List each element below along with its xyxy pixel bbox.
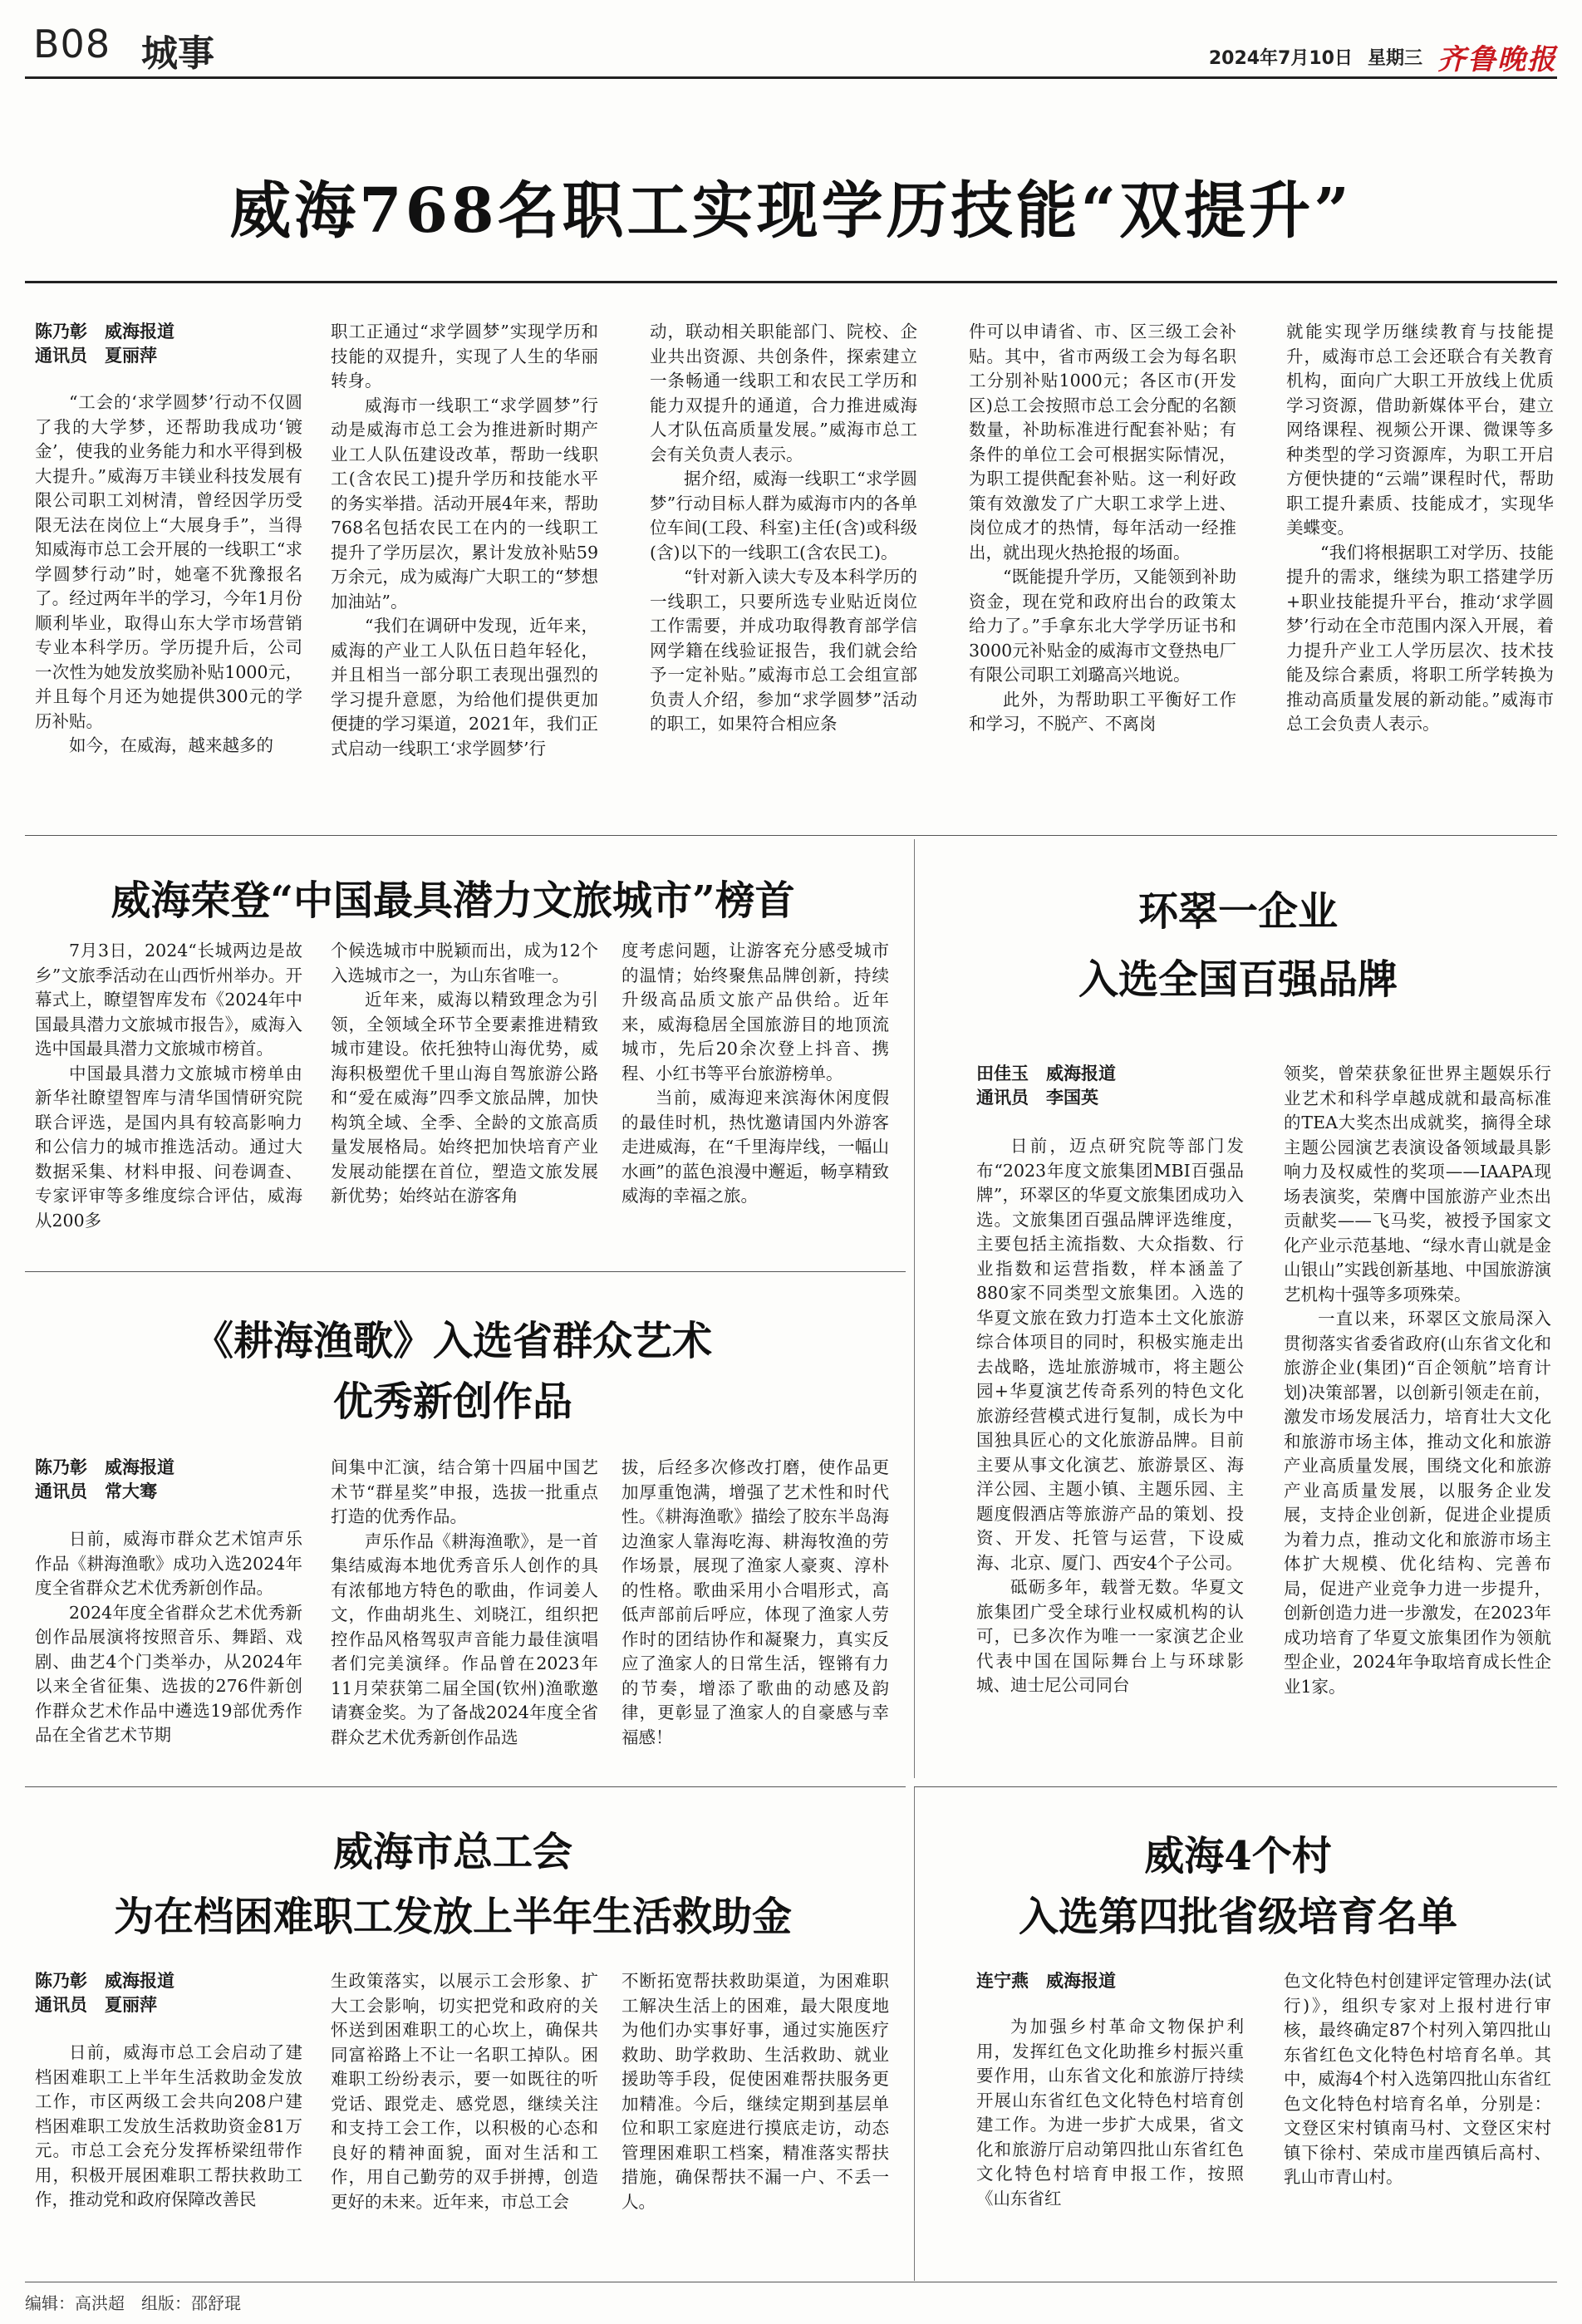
a1-paragraph: 动，联动相关职能部门、院校、企业共出资源、共创条件，探索建立一条畅通一线职工和农民工学历和能力双提升的通道，合力推进威海人才队伍高质量发展。”威海市总工会有关负责人表示。: [650, 322, 917, 464]
a1-col-4: [969, 320, 1236, 823]
a5-col-2: [331, 1969, 598, 2277]
a1-paragraph: 此外，为帮助职工平衡好工作和学习，不脱产、不离岗: [969, 689, 1236, 734]
a1-correspondent: 通讯员 夏丽萍: [35, 346, 157, 366]
a3-paragraph: 声乐作品《耕海渔歌》，是一首集结威海本地优秀音乐人创作的具有浓郁地方特色的歌曲，作词姜人文，作曲胡兆生、刘晓江，组织把控作品风格驾驭声音能力最佳演唱者们完美演绎。作品曾在2023年11月荣获第二届全国(钦州)渔歌邀请赛金奖。为了备战2024年度全省群众艺术优秀新创作品选: [331, 1530, 598, 1747]
a1-bottom-rule: [25, 835, 1557, 836]
a3-col-1: [35, 1527, 302, 1776]
a5-reporter: 陈乃彰 威海报道: [35, 1971, 174, 1991]
a1-paragraph: “我们将根据职工对学历、技能提升的需求，继续为职工搭建学历+职业技能提升平台，推动‘求学圆梦’行动在全市范围内深入开展，着力提升产业工人学历层次、技术技能及综合素质，将职工所学转换为推动高质量发展的新动能。”威海市总工会负责人表示。: [1286, 542, 1554, 734]
a6-headline-1: 威海4个村: [1144, 1833, 1332, 1879]
a4-paragraph: 领奖，曾荣获象征世界主题娱乐行业艺术和科学卓越成就和最高标准的TEA大奖杰出成就奖，摘得全球主题公园演艺表演设备领域最具影响力及权威性的奖项——IAAPA现场表演奖，荣膺中国旅游产业杰出贡献奖——飞马奖，被授予国家文化产业示范基地、“绿水青山就是金山银山”实践创新基地、中国旅游演艺机构十强等多项殊荣。: [1284, 1064, 1551, 1304]
a3-paragraph: 间集中汇演，结合第十四届中国艺术节“群星奖”申报，选拔一批重点打造的优秀作品。: [331, 1457, 598, 1526]
a6-reporter: 连宁燕 威海报道: [976, 1971, 1116, 1991]
masthead: [1209, 37, 1557, 77]
column-divider: [914, 839, 915, 1778]
a2-paragraph: 近年来，威海以精致理念为引领，全领域全环节全要素推进精致城市建设。依托独特山海优势，威海积极塑优千里山海自驾旅游公路和“爱在威海”四季文旅品牌，加快构筑全域、全季、全龄的文旅高质量发展格局。始终把加快培育产业发展动能摆在首位，塑造文旅发展新优势；始终站在游客角: [331, 990, 598, 1206]
a5-headline-2: 为在档困难职工发放上半年生活救助金: [113, 1894, 792, 1940]
a4-correspondent: 通讯员 李国英: [976, 1088, 1098, 1108]
a1-rule: [25, 281, 1557, 283]
a4-reporter: 田佳玉 威海报道: [976, 1064, 1116, 1083]
a5-correspondent: 通讯员 夏丽萍: [35, 1995, 157, 2015]
a3-paragraph: 2024年度全省群众艺术优秀新创作品展演将按照音乐、舞蹈、戏剧、曲艺4个门类举办，从2024年以来全省征集、选拔的276件新创作群众艺术作品中遴选19部优秀作品在全省艺术节期: [35, 1602, 302, 1745]
a4-byline: [976, 1062, 1116, 1110]
a2-paragraph: 度考虑问题，让游客充分感受城市的温情；始终聚焦品牌创新，持续升级高品质文旅产品供给。近年来，威海稳居全国旅游目的地顶流城市，先后20余次登上抖音、携程、小红书等平台旅游榜单。: [622, 941, 889, 1083]
a2-bottom-rule: [25, 1271, 906, 1272]
a2-paragraph: 当前，威海迎来滨海休闲度假的最佳时机，热忱邀请国内外游客走进威海，在“千里海岸线，一幅山水画”的蓝色浪漫中邂逅，畅享精致威海的幸福之旅。: [622, 1088, 889, 1206]
a5-col-1: [35, 2041, 302, 2277]
a1-paragraph: “既能提升学历，又能领到补助资金，现在党和政府出台的政策太给力了。”手拿东北大学学历证书和3000元补贴金的威海市文登热电厂有限公司职工刘璐高兴地说。: [969, 567, 1236, 685]
a3-correspondent: 通讯员 常大骞: [35, 1481, 157, 1501]
newspaper-logo: 齐鲁晚报: [1437, 43, 1557, 76]
a4-paragraph: 日前，迈点研究院等部门发布“2023年度文旅集团MBI百强品牌”，环翠区的华夏文旅集团成功入选。文旅集团百强品牌评选维度，主要包括主流指数、大众指数、行业指数和运营指数，样本涵盖了880家不同类型文旅集团。入选的华夏文旅在致力打造本土文化旅游综合体项目的同时，积极实施走出去战略，选址旅游城市，将主题公园+华夏演艺传奇系列的特色文化旅游经营模式进行复制，成长为中国独具匠心的文化旅游品牌。目前主要从事文化演艺、旅游景区、海洋公园、主题小镇、主题乐园、主题度假酒店等旅游产品的策划、投资、开发、托管与运营，下设威海、北京、厦门、西安4个子公司。: [976, 1136, 1244, 1573]
a6-paragraph: 色文化特色村创建评定管理办法(试行)》，组织专家对上报村进行审核，最终确定87个村列入第四批山东省红色文化特色村培育名单。其中，威海4个村入选第四批山东省红色文化特色村培育名单，分别是：文登区宋村镇南马村、文登区宋村镇下徐村、荣成市崖西镇后高村、乳山市青山村。: [1284, 1971, 1551, 2187]
a5-col-3: [622, 1969, 889, 2277]
a1-col-3: [650, 320, 917, 823]
a3-reporter: 陈乃彰 威海报道: [35, 1457, 174, 1477]
column-divider: [914, 1786, 915, 2281]
a1-paragraph: 据介绍，威海一线职工“求学圆梦”行动目标人群为威海市内的各单位车间(工段、科室)主任(含)或科级(含)以下的一线职工(含农民工)。: [650, 469, 917, 563]
a2-col-1: [35, 939, 302, 1371]
a3-col-2: [331, 1456, 598, 1776]
a2-headline: 威海荣登“中国最具潜力文旅城市”榜首: [111, 877, 795, 924]
a6-col-1: [976, 2015, 1244, 2277]
a1-paragraph: 如今，在威海，越来越多的: [69, 735, 273, 755]
a6-headline-2: 入选第四批省级培育名单: [1018, 1894, 1457, 1940]
a1-col-2: [331, 320, 598, 823]
a2-col-2: [331, 939, 598, 1371]
a6-paragraph: 为加强乡村革命文物保护利用，发挥红色文化助推乡村振兴重要作用，山东省文化和旅游厅持续开展山东省红色文化特色村培育创建工作。为进一步扩大成果，省文化和旅游厅启动第四批山东省红色文化特色村培育申报工作，按照《山东省红: [976, 2017, 1244, 2209]
a1-paragraph: 件可以申请省、市、区三级工会补贴。其中，省市两级工会为每名职工分别补贴1000元；各区市(开发区)总工会按照市总工会分配的名额数量，补助标准进行配套补贴；有条件的单位工会可根据实际情况，为职工提供配套补贴。这一利好政策有效激发了广大职工求学上进、岗位成才的热情，每年活动一经推出，就出现火热抢报的场面。: [969, 322, 1236, 563]
a2-paragraph: 中国最具潜力文旅城市榜单由新华社瞭望智库与清华国情研究院联合评选，是国内具有较高影响力和公信力的城市推选活动。通过大数据采集、材料申报、问卷调查、专家评审等多维度综合评估，威海从200多: [35, 1063, 302, 1231]
a3-paragraph: 日前，威海市群众艺术馆声乐作品《耕海渔歌》成功入选2024年度全省群众艺术优秀新创作品。: [35, 1529, 302, 1598]
a5-paragraph: 不断拓宽帮扶救助渠道，为困难职工解决生活上的困难，最大限度地为他们办实事好事，通过实施医疗救助、助学救助、生活救助、就业援助等手段，促使困难帮扶服务更加精准。今后，继续定期到基层单位和职工家庭进行摸底走访，动态管理困难职工档案，精准落实帮扶措施，确保帮扶不漏一户、不丢一人。: [622, 1971, 889, 2212]
a6-byline: [976, 1969, 1116, 1993]
editor-credit: 编辑：高洪超 组版：邵舒琨: [25, 2293, 241, 2313]
a1-paragraph: “我们在调研中发现，近年来，威海的产业工人队伍日趋年轻化，并且相当一部分职工表现出强烈的学习提升意愿，为给他们提供更加便捷的学习渠道，2021年，我们正式启动一线职工‘求学圆梦’行: [331, 616, 598, 759]
a4-col-1: [976, 1134, 1244, 1766]
issue-date: 2024年7月10日: [1208, 48, 1353, 69]
section-name: 城事: [141, 32, 214, 75]
a1-paragraph: 威海市一线职工“求学圆梦”行动是威海市总工会为推进新时期产业工人队伍建设改革，帮助一线职工(含农民工)提升学历和技能水平的务实举措。活动开展4年来，帮助768名包括农民工在内的一线职工提升了学历层次，累计发放补贴59万余元，成为威海广大职工的“梦想加油站”。: [331, 395, 598, 612]
a4-headline-1: 环翠一企业: [1137, 888, 1338, 935]
a4-paragraph: 一直以来，环翠区文旅局深入贯彻落实省委省政府(山东省文化和旅游企业(集团)“百企领航”培育计划)决策部署，以创新引领走在前，激发市场发展活力，培育壮大文化和旅游市场主体，推动文化和旅游产业高质量发展，围绕文化和旅游产业高质量发展，以服务企业发展，支持企业创新，促进企业提质为着力点，推动文化和旅游市场主体扩大规模、优化结构、完善布局，促进产业竞争力进一步提升，创新创造力进一步激发，在2023年成功培育了华夏文旅集团作为领航型企业，2024年争取培育成长性企业1家。: [1284, 1309, 1551, 1697]
a1-paragraph: 就能实现学历继续教育与技能提升，威海市总工会还联合有关教育机构，面向广大职工开放线上优质学习资源，借助新媒体平台，建立网络课程、视频公开课、微课等多种类型的学习资源库，为职工开启方便快捷的“云端”课程时代，帮助职工提升素质、技能成才，实现华美蝶变。: [1286, 322, 1554, 538]
a2-col-3: [622, 939, 889, 1371]
a1-byline: [35, 320, 174, 368]
a1-paragraph: 职工正通过“求学圆梦”实现学历和技能的双提升，实现了人生的华丽转身。: [331, 322, 598, 391]
a1-headline: 威海768名职工实现学历技能“双提升”: [229, 175, 1353, 247]
a2-paragraph: 7月3日，2024“长城两边是故乡”文旅季活动在山西忻州举办。开幕式上，瞭望智库发布《2024年中国最具潜力文旅城市报告》，威海入选中国最具潜力文旅城市榜首。: [35, 941, 302, 1059]
a3-headline-1: 《耕海渔歌》入选省群众艺术: [193, 1318, 712, 1364]
a4-headline-2: 入选全国百强品牌: [1078, 956, 1398, 1003]
a3-bottom-rule: [25, 1786, 906, 1787]
a5-headline-1: 威海市总工会: [332, 1829, 572, 1875]
a2-paragraph: 个候选城市中脱颖而出，成为12个入选城市之一，为山东省唯一。: [331, 941, 598, 985]
a1-col-1: [35, 391, 302, 823]
a1-paragraph: “针对新入读大专及本科学历的一线职工，只要所选专业贴近岗位工作需要，并成功取得教育部学信网学籍在线验证报告，我们就会给予一定补贴。”威海市总工会组宣部负责人介绍，参加“求学圆梦”活动的职工，如果符合相应条: [650, 567, 917, 734]
header-rule: [25, 76, 1557, 79]
a3-col-3: [622, 1456, 889, 1776]
a1-paragraph: “工会的‘求学圆梦’行动不仅圆了我的大学梦，还帮助我成功‘镀金’，使我的业务能力和水平得到极大提升。”威海万丰镁业科技发展有限公司职工刘树清，曾经因学历受限无法在岗位上“大展身手”，当得知威海市总工会开展的一线职工“求学圆梦行动”时，她毫不犹豫报名了。经过两年半的学习，今年1月份顺利毕业，取得山东大学市场营销专业本科学历。学历提升后，公司一次性为她发放奖励补贴1000元，并且每个月还为她提供300元的学历补贴。: [35, 392, 302, 731]
a5-paragraph: 生政策落实，以展示工会形象、扩大工会影响，切实把党和政府的关怀送到困难职工的心坎上，确保共同富裕路上不让一名职工掉队。困难职工纷纷表示，要一如既往的听党话、跟党走、感党恩，继续关注和支持工会工作，以积极的心态和良好的精神面貌，面对生活和工作，用自己勤劳的双手拼搏，创造更好的未来。近年来，市总工会: [331, 1971, 598, 2212]
a1-col-5: [1286, 320, 1554, 823]
a3-paragraph: 拔，后经多次修改打磨，使作品更加厚重饱满，增强了艺术性和时代性。《耕海渔歌》描绘了胶东半岛海边渔家人靠海吃海、耕海牧渔的劳作场景，展现了渔家人豪爽、淳朴的性格。歌曲采用小合唱形式，高低声部前后呼应，体现了渔家人劳作时的团结协作和凝聚力，真实反应了渔家人的日常生活，铿锵有力的节奏，增添了歌曲的动感及韵律，更彰显了渔家人的自豪感与幸福感！: [622, 1457, 889, 1747]
a1-reporter: 陈乃彰 威海报道: [35, 322, 174, 341]
a4-bottom-rule: [914, 1786, 1557, 1787]
a3-headline-2: 优秀新创作品: [332, 1378, 572, 1425]
a4-paragraph: 砥砺多年，载誉无数。华夏文旅集团广受全球行业权威机构的认可，已多次作为唯一一家演艺企业代表中国在国际舞台上与环球影城、迪士尼公司同台: [976, 1577, 1244, 1695]
a4-col-2: [1284, 1062, 1551, 1766]
issue-weekday: 星期三: [1367, 48, 1422, 69]
a6-col-2: [1284, 1969, 1551, 2277]
a3-byline: [35, 1456, 174, 1504]
page-number: B08: [33, 22, 111, 66]
a5-paragraph: 日前，威海市总工会启动了建档困难职工上半年生活救助金发放工作，市区两级工会共向208户建档困难职工发放生活救助资金81万元。市总工会充分发挥桥梁纽带作用，积极开展困难职工帮扶救助工作，推动党和政府保障改善民: [35, 2042, 302, 2209]
a5-byline: [35, 1969, 174, 2017]
